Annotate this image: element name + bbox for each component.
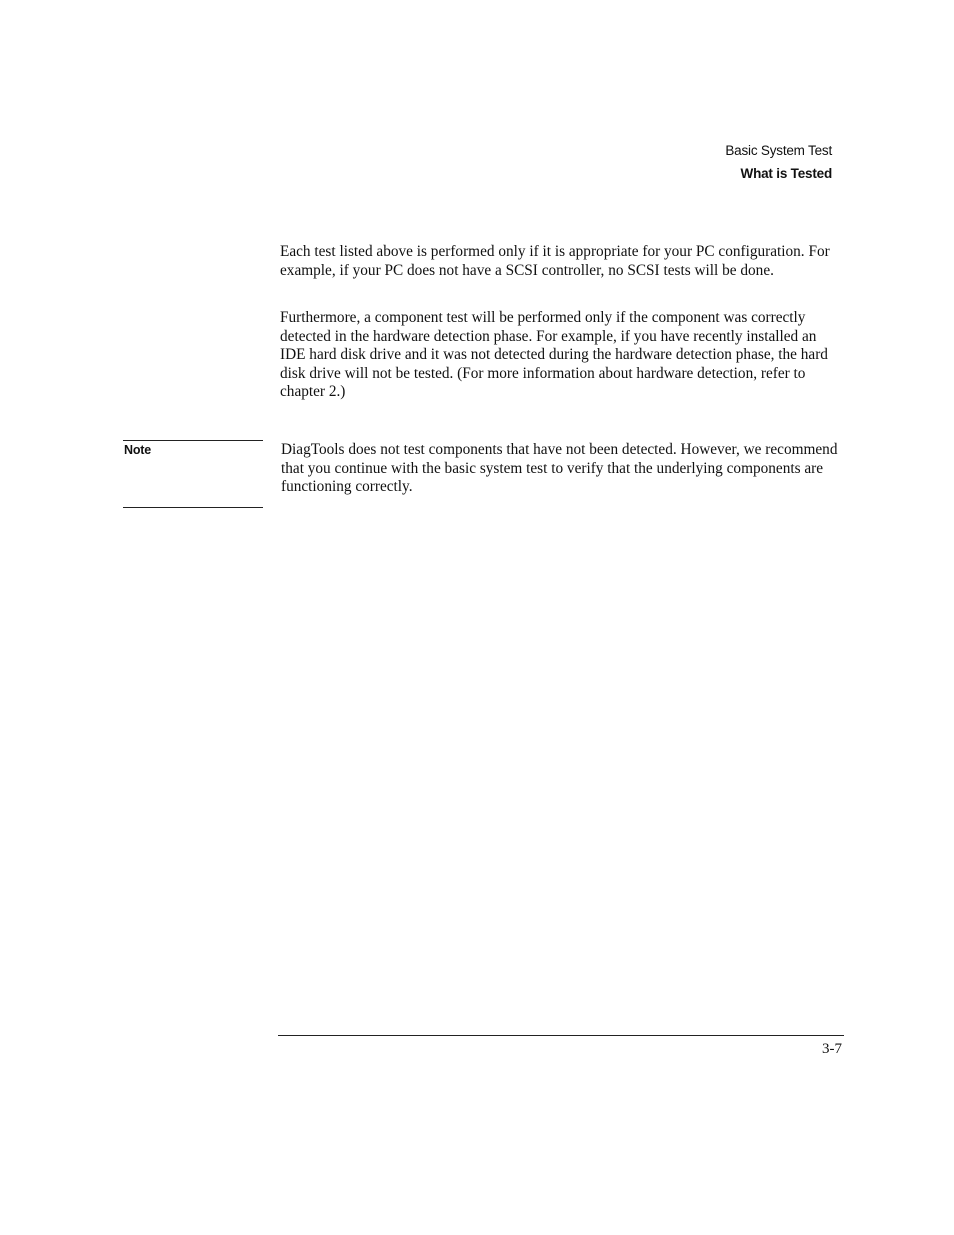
body-paragraph-2: Furthermore, a component test will be performed only if the component was correctly detected in the hardware detection phase. For example, if you have recently installed an IDE hard disk drive and it was not detected during the hardware detection phase, the hard disk drive will not be tested. (For more information about hardware detection, refer to chapter 2.) [280,309,828,401]
page-number: 3-7 [822,1041,842,1057]
footer-rule [278,1035,844,1036]
section-title: What is Tested [740,166,832,181]
note-bottom-rule [123,507,263,508]
note-top-rule [123,440,263,441]
note-label: Note [124,443,151,457]
chapter-title: Basic System Test [725,143,832,158]
body-paragraph-1: Each test listed above is performed only if it is appropriate for your PC configuration. For example, if your PC does not have a SCSI controller, no SCSI tests will be done. [280,243,830,279]
running-header [725,139,832,185]
note-text: DiagTools does not test components that have not been detected. However, we recommend that you continue with the basic system test to verify that the underlying components are functioning correctly. [281,441,838,496]
